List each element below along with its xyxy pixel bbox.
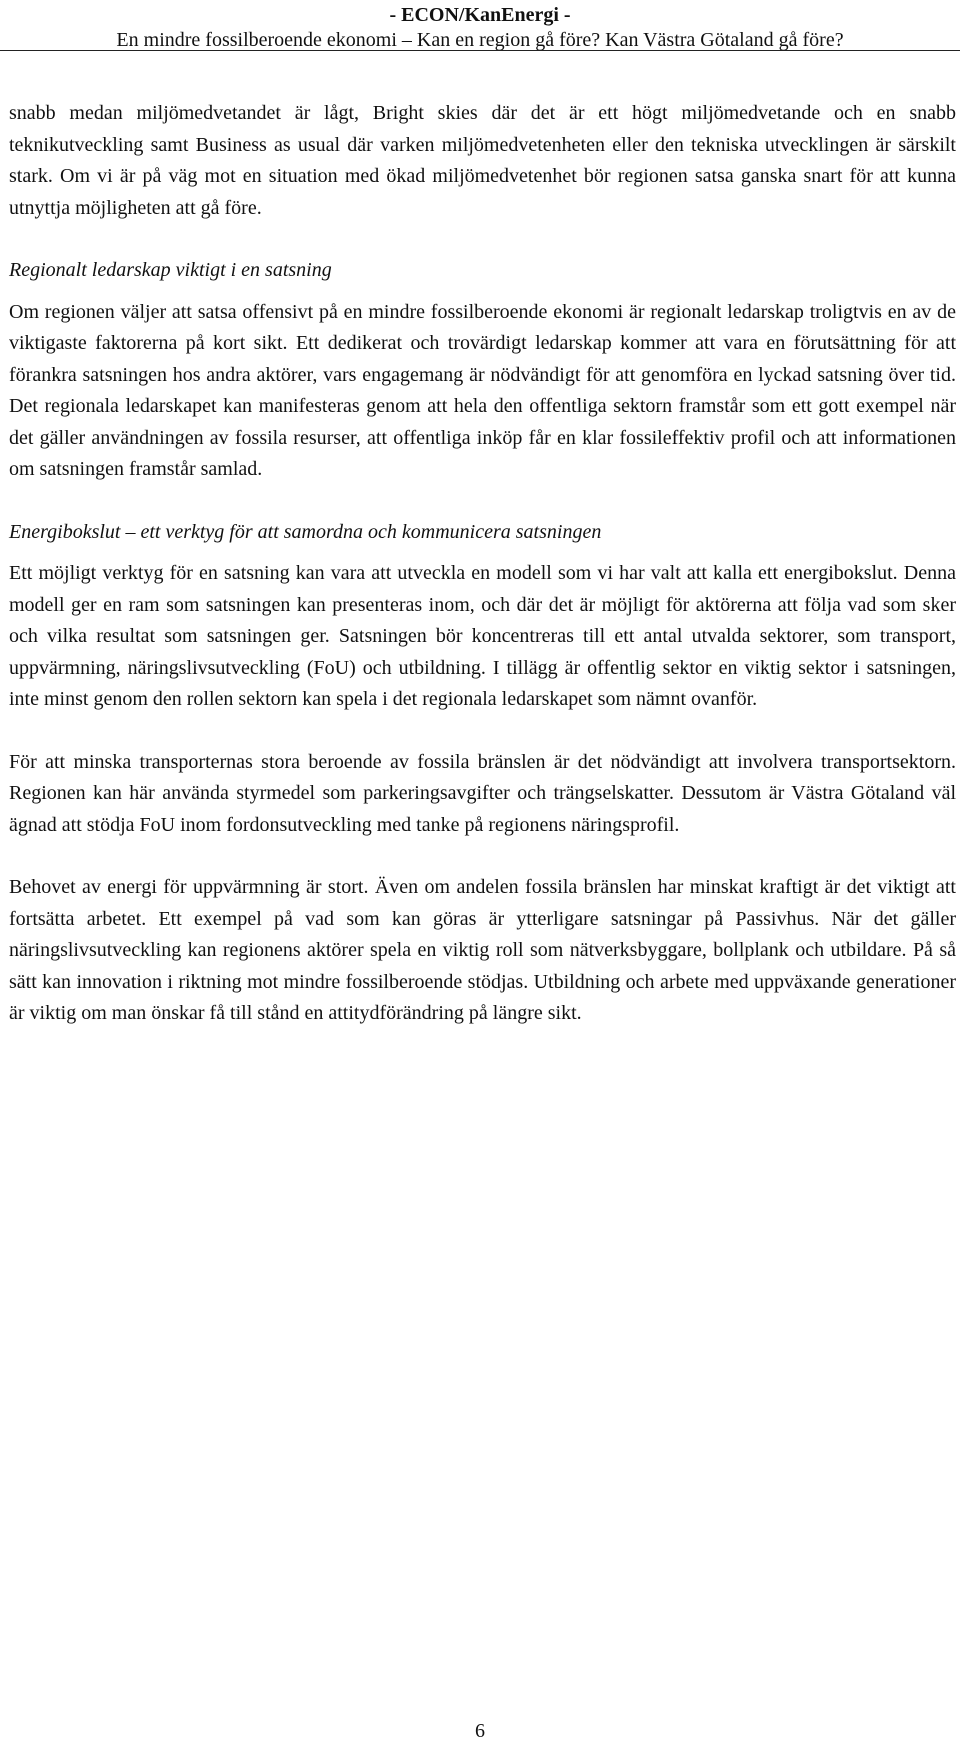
paragraph-energy-accounts: Ett möjligt verktyg för en satsning kan vara att utveckla en modell som vi har valt att kalla ett energibokslut. Denna modell ger en ram som satsningen kan presenteras inom, och där det är möjligt för aktörerna att följa vad som sker och vilka resultat som satsningen ger. Satsningen bör koncentreras till ett antal utvalda sektorer, som transport, uppvärmning, näringslivsutveckling (FoU) och utbildning. I tillägg är offentlig sektor en viktig sektor i satsningen, inte minst genom den rollen sektorn kan spela i det regionala ledarskapet som nämnt ovanför. (9, 562, 956, 710)
paragraph-transport: För att minska transporternas stora beroende av fossila bränslen är det nödvändigt att involvera transportsektorn. Regionen kan här använda styrmedel som parkeringsavgifter och trängselskatter. Dessutom är Västra Götaland väl ägnad att stödja FoU inom fordonsutveckling med tanke på regionens näringsprofil. (9, 750, 956, 836)
header-subtitle: En mindre fossilberoende ekonomi – Kan en region gå före? Kan Västra Götaland gå före? (116, 29, 844, 51)
header-title: - ECON/KanEnergi - (389, 4, 571, 26)
section-heading-energy-accounts: Energibokslut – ett verktyg för att samordna och kommunicera satsningen (9, 520, 602, 543)
header-rule (0, 50, 960, 51)
section-heading-leadership: Regionalt ledarskap viktigt i en satsning (9, 259, 332, 281)
paragraph-leadership: Om regionen väljer att satsa offensivt på en mindre fossilberoende ekonomi är regionalt ledarskap troligtvis en av de viktigaste faktorerna på kort sikt. Ett dedikerat och trovärdigt ledarskap kommer att vara en förutsättning för att förankra satsningen hos andra aktörer, vars engagemang är nödvändigt för att genomföra en lyckad satsning över tid. Det regionala ledarskapet kan manifesteras genom att hela den offentliga sektorn framstår som ett gott exempel när det gäller användningen av fossila resurser, att offentliga inköp får en klar fossileffektiv profil och att informationen om satsningen framstår samlad. (9, 300, 956, 480)
document-body (9, 98, 956, 1030)
page-number: 6 (475, 1720, 485, 1742)
paragraph-heating: Behovet av energi för uppvärmning är stort. Även om andelen fossila bränslen har minskat kraftigt är det viktigt att fortsätta arbetet. Ett exempel på vad som kan göras är ytterligare satsningar på Passivhus. När det gäller näringslivsutveckling kan regionens aktörer spela en viktig roll som nätverksbyggare, bollplank och utbildare. På så sätt kan innovation i riktning mot mindre fossilberoende stödjas. Utbildning och arbete med uppväxande generationer är viktig om man önskar få till stånd en attitydförändring på längre sikt. (9, 876, 956, 1024)
page-header (0, 2, 960, 52)
intro-paragraph: snabb medan miljömedvetandet är lågt, Bright skies där det är ett högt miljömedvetande och en snabb teknikutveckling samt Business as usual där varken miljömedvetenheten eller den tekniska utvecklingen är särskilt stark. Om vi är på väg mot en situation med ökad miljömedvetenhet bör regionen satsa ganska snart för att kunna utnyttja möjligheten att gå före. (9, 102, 956, 219)
